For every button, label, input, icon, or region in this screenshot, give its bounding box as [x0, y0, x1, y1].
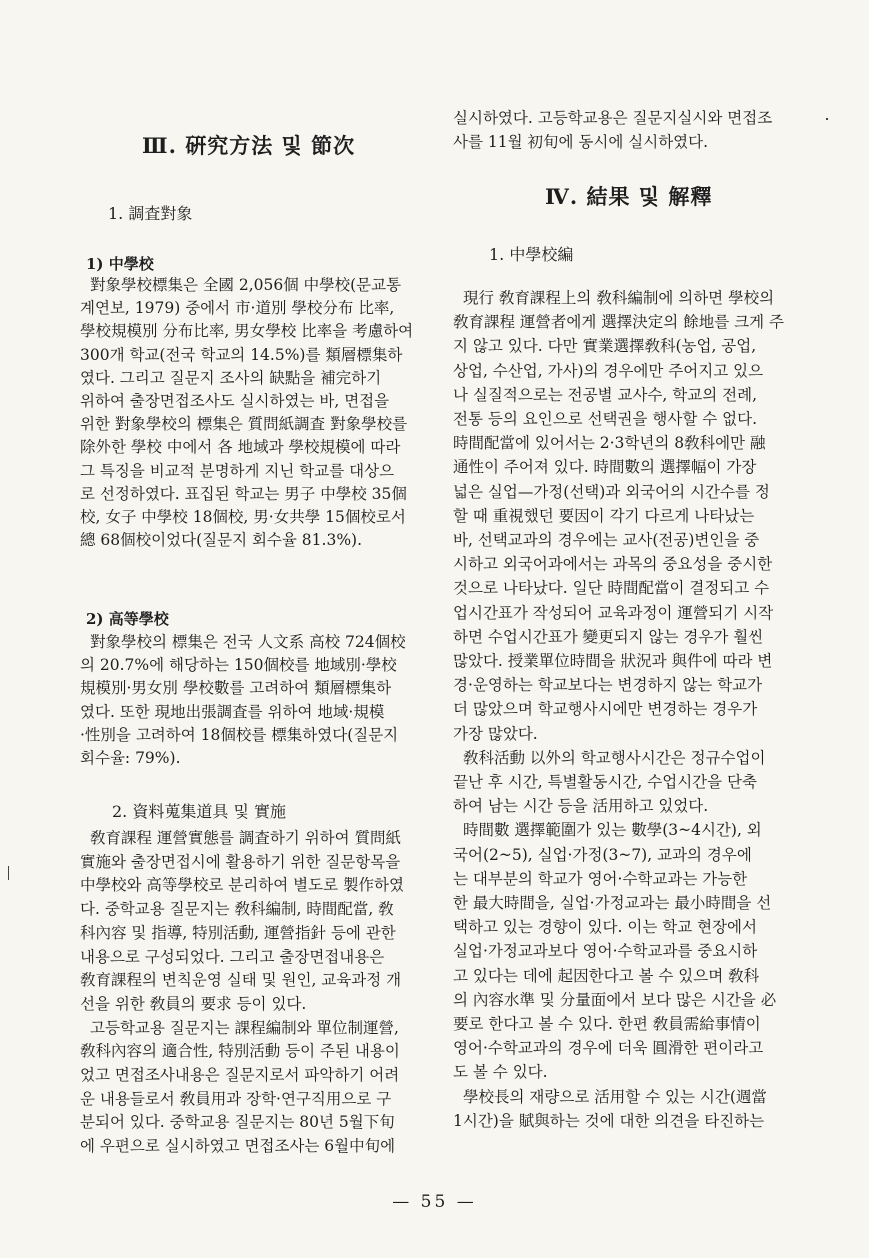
text-line: 의 內容水準 및 分量面에서 보다 많은 시간을 必 [453, 990, 777, 1009]
text-line: 지 않고 있다. 다만 實業選擇敎科(농업, 공업, [453, 337, 757, 356]
text-line: 對象學校의 標集은 전국 人文系 高校 724個校 [90, 633, 406, 651]
text-line: 敎科內容의 適合性, 特別活動 등이 주된 내용이 [80, 1042, 400, 1061]
section-3-title: Ⅲ. 硏究方法 및 節次 [142, 133, 356, 158]
text-line: 除外한 學校 中에서 各 地域과 學校規模에 따라 [80, 438, 401, 457]
text-line: 現行 敎育課程上의 敎科編制에 의하면 學校의 [463, 289, 775, 307]
text-line: 도 볼 수 있다. [453, 1063, 548, 1082]
text-line: 였다. 그리고 질문지 조사의 缺點을 補完하기 [80, 368, 382, 387]
text-line: 택하고 있는 경향이 있다. 이는 학교 현장에서 [453, 918, 758, 937]
text-line: 300개 학교(전국 학교의 14.5%)를 類層標集하 [80, 345, 403, 364]
text-line: 고 있다는 데에 起因한다고 볼 수 있으며 敎科 [453, 966, 760, 985]
text-line: 그 특징을 비교적 분명하게 지닌 학교를 대상으 [80, 461, 395, 480]
subsection-middle-school-heading: 1. 中學校編 [489, 245, 574, 264]
text-line: 회수율: 79%). [80, 749, 181, 767]
text-line: 경·운영하는 학교보다는 변경하지 않는 학교가 [453, 676, 763, 695]
scan-speck [826, 118, 828, 120]
text-line: 가장 많았다. [453, 724, 538, 743]
text-line: 많았다. 授業單位時間을 狀況과 與件에 따라 변 [453, 652, 773, 670]
text-line: 에 우편으로 실시하였고 면접조사는 6월中旬에 [80, 1137, 396, 1156]
page-number: — 55 — [392, 1192, 477, 1212]
text-line: 내용으로 구성되었다. 그리고 출장면접내용은 [80, 947, 385, 966]
text-line: 였다. 또한 現地出張調査를 위하여 地域·規模 [80, 702, 385, 721]
text-line: 校, 女子 中學校 18個校, 男·女共學 15個校로서 [80, 508, 406, 526]
text-line: 업시간표가 작성되어 교육과정이 運營되기 시작 [453, 603, 774, 622]
high-school-heading: 2) 高等學校 [86, 610, 169, 628]
text-line: 전통 등의 요인으로 선택권을 행사할 수 없다. [453, 410, 758, 428]
text-line: 나 실질적으로는 전공별 교사수, 학교의 전례, [453, 385, 758, 404]
text-line: 한 最大時間을, 실업·가정교과는 最小時間을 선 [453, 894, 772, 912]
text-line: 實施와 출장면접시에 활용하기 위한 질문항목을 [80, 852, 401, 871]
text-line: 사를 11월 初旬에 동시에 실시하였다. [453, 132, 709, 151]
text-line: 의 20.7%에 해당하는 150個校를 地域別·學校 [80, 656, 397, 675]
text-line: 위한 對象學校의 標集은 質問紙調査 對象學校를 [80, 415, 408, 434]
text-line: 로 선정하였다. 표집된 학교는 男子 中學校 35個 [80, 484, 407, 503]
text-line: 하면 수업시간표가 變更되지 않는 경우가 훨씬 [453, 627, 764, 646]
scan-mark [8, 866, 9, 880]
text-line: 敎科活動 以外의 학교행사시간은 정규수업이 [463, 748, 766, 767]
text-line: 국어(2~5), 실업·가정(3~7), 교과의 경우에 [453, 845, 752, 864]
text-line: 더 많았으며 학교행사시에만 변경하는 경우가 [453, 700, 758, 719]
text-line: 상업, 수산업, 가사)의 경우에만 주어지고 있으 [453, 361, 764, 380]
section-4-title: Ⅳ. 結果 및 解釋 [545, 184, 713, 209]
text-line: 것으로 나타났다. 일단 時間配當이 결정되고 수 [453, 579, 770, 598]
text-line: 바, 선택교과의 경우에는 교사(전공)변인을 중 [453, 531, 760, 549]
text-line: 科內容 및 指導, 特別活動, 運營指針 등에 관한 [80, 923, 396, 942]
text-line: 敎育課程 運營實態를 調査하기 위하여 質問紙 [90, 829, 402, 847]
text-line: 敎育課程의 변칙운영 실태 및 원인, 교육과정 개 [80, 971, 402, 990]
text-line: 고등학교용 질문지는 課程編制와 單位制運營, [90, 1018, 399, 1037]
text-line: 실업·가정교과보다 영어·수학교과를 중요시하 [453, 942, 758, 961]
text-line: 는 대부분의 학교가 영어·수학교과는 가능한 [453, 869, 748, 888]
text-line: 1시간)을 賦與하는 것에 대한 의견을 타진하는 [453, 1111, 765, 1130]
text-line: 時間配當에 있어서는 2·3학년의 8敎科에만 融 [453, 434, 766, 453]
text-line: 시하고 외국어과에서는 과목의 중요성을 중시한 [453, 555, 773, 574]
text-line: ·性別을 고려하여 18個校를 標集하였다(질문지 [80, 725, 399, 744]
text-line: 할 때 重視했던 要因이 각기 다르게 나타났는 [453, 506, 755, 525]
text-line: 要로 한다고 볼 수 있다. 한편 敎員需給事情이 [453, 1015, 761, 1033]
text-line: 時間數 選擇範圍가 있는 數學(3~4시간), 외 [463, 821, 762, 840]
text-line: 對象學校標集은 全國 2,056個 中學校(문교통 [90, 276, 402, 294]
text-line: 敎育課程 運營者에게 選擇決定의 餘地를 크게 주 [453, 313, 784, 332]
text-line: 실시하였다. 고등학교용은 질문지실시와 면접조 [453, 109, 773, 127]
subsection-1-heading: 1. 調査對象 [108, 204, 193, 223]
text-line: 었고 면접조사내용은 질문지로서 파악하기 어려 [80, 1066, 400, 1084]
text-line: 規模別·男女別 學校數를 고려하여 類層標集하 [80, 679, 392, 698]
text-line: 선을 위한 敎員의 要求 등이 있다. [80, 994, 307, 1013]
text-line: 다. 중학교용 질문지는 敎科編制, 時間配當, 敎 [80, 900, 394, 919]
text-line: 總 68個校이었다(질문지 회수율 81.3%). [80, 531, 363, 550]
text-line: 운 내용들로서 敎員用과 장학·연구직用으로 구 [80, 1089, 392, 1108]
text-line: 위하여 출장면접조사도 실시하였는 바, 면접을 [80, 392, 390, 410]
text-line: 學校規模別 分布比率, 男女學校 比率을 考慮하여 [80, 322, 414, 341]
text-line: 中學校와 高等學校로 분리하여 별도로 製作하였 [80, 876, 404, 895]
text-line: 분되어 있다. 중학교용 질문지는 80년 5월下旬 [80, 1113, 395, 1132]
text-line: 끝난 후 시간, 특별활동시간, 수업시간을 단축 [453, 773, 758, 791]
text-line: 하여 남는 시간 등을 活用하고 있었다. [453, 797, 709, 816]
middle-school-heading: 1) 中學校 [86, 255, 154, 273]
subsection-2-heading: 2. 資料蒐集道具 및 實施 [112, 802, 286, 821]
text-line: 영어·수학교과의 경우에 더욱 圓滑한 편이라고 [453, 1039, 764, 1058]
text-line: 계연보, 1979) 중에서 市·道別 學校分布 比率, [80, 299, 395, 318]
text-line: 通性이 주어져 있다. 時間數의 選擇幅이 가장 [453, 458, 757, 477]
text-line: 學校長의 재량으로 活用할 수 있는 시간(週當 [463, 1087, 767, 1106]
text-line: 넓은 실업—가정(선택)과 외국어의 시간수를 정 [453, 482, 770, 501]
